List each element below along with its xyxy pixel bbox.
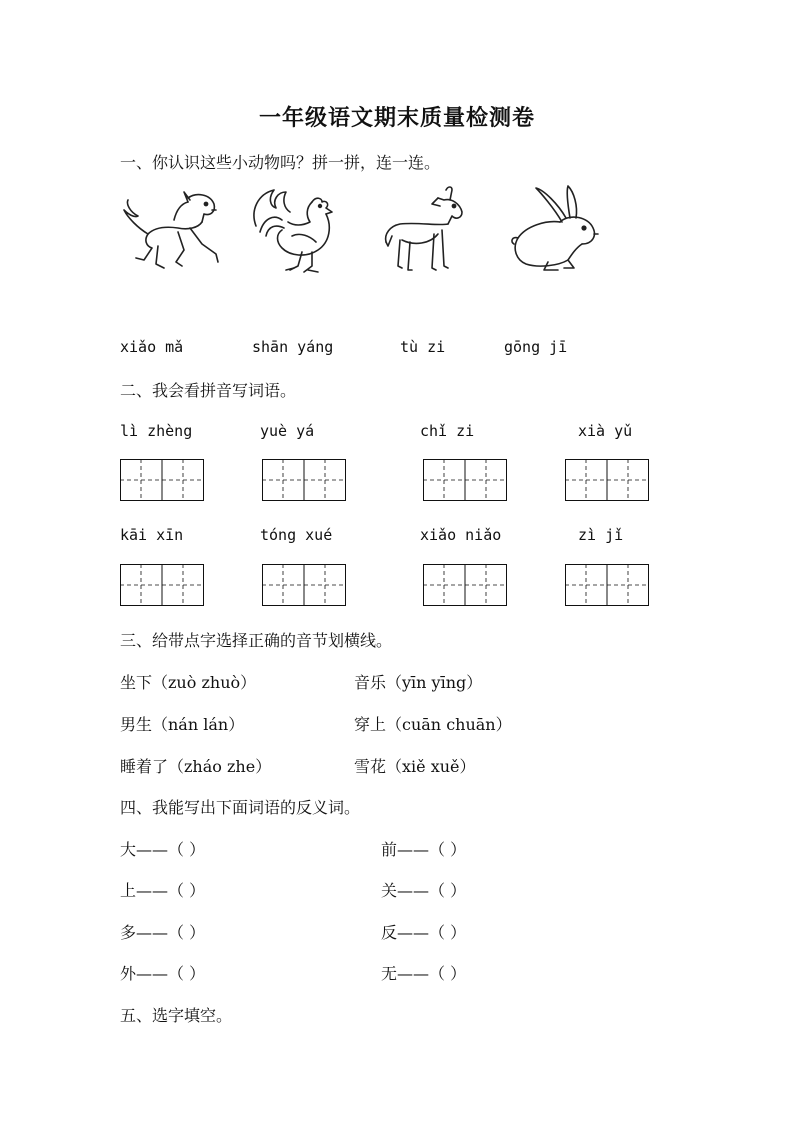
section-2-heading: 二、我会看拼音写词语。 [120, 381, 297, 400]
writing-grid[interactable] [565, 564, 649, 606]
pinyin-label: shān yáng [252, 338, 334, 356]
antonym-blank[interactable]: 无——（ ） [381, 964, 467, 983]
antonym-blank[interactable]: 外——（ ） [120, 964, 206, 983]
syllable-choice[interactable]: 坐下（zuò zhuò） [120, 673, 257, 692]
writing-grid[interactable] [262, 564, 346, 606]
pinyin-prompt: tóng xué [260, 526, 333, 544]
pinyin-label: xiǎo mǎ [120, 338, 184, 356]
section-4-heading: 四、我能写出下面词语的反义词。 [120, 798, 361, 817]
antonym-blank[interactable]: 多——（ ） [120, 923, 206, 942]
writing-grid[interactable] [120, 459, 204, 501]
goat-icon [378, 184, 470, 276]
page-title: 一年级语文期末质量检测卷 [258, 105, 535, 131]
writing-grid[interactable] [120, 564, 204, 606]
pinyin-label: tù zi [400, 338, 446, 356]
rooster-icon [246, 186, 342, 278]
syllable-choice[interactable]: 穿上（cuān chuān） [354, 715, 512, 734]
pinyin-prompt: yuè yá [260, 422, 315, 440]
antonym-blank[interactable]: 前——（ ） [381, 840, 467, 859]
pinyin-prompt: lì zhèng [120, 422, 193, 440]
pinyin-prompt: xià yǔ [578, 422, 633, 440]
pinyin-label: gōng jī [504, 338, 568, 356]
writing-grid[interactable] [262, 459, 346, 501]
pinyin-prompt: xiǎo niǎo [420, 526, 502, 544]
writing-grid[interactable] [423, 459, 507, 501]
horse-icon [118, 188, 226, 276]
rabbit-icon [504, 182, 604, 274]
section-1-heading: 一、你认识这些小动物吗？拼一拼，连一连。 [120, 153, 441, 172]
syllable-choice[interactable]: 睡着了（zháo zhe） [120, 757, 272, 776]
antonym-blank[interactable]: 上——（ ） [120, 881, 206, 900]
antonym-blank[interactable]: 关——（ ） [381, 881, 467, 900]
antonym-blank[interactable]: 大——（ ） [120, 840, 206, 859]
syllable-choice[interactable]: 雪花（xiě xuě） [354, 757, 476, 776]
antonym-blank[interactable]: 反——（ ） [381, 923, 467, 942]
writing-grid[interactable] [565, 459, 649, 501]
pinyin-prompt: kāi xīn [120, 526, 184, 544]
section-3-heading: 三、给带点字选择正确的音节划横线。 [120, 631, 393, 650]
section-5-heading: 五、选字填空。 [120, 1006, 233, 1025]
pinyin-prompt: zì jǐ [578, 526, 624, 544]
syllable-choice[interactable]: 男生（nán lán） [120, 715, 245, 734]
syllable-choice[interactable]: 音乐（yīn yīng） [354, 673, 483, 692]
pinyin-prompt: chǐ zi [420, 422, 475, 440]
writing-grid[interactable] [423, 564, 507, 606]
